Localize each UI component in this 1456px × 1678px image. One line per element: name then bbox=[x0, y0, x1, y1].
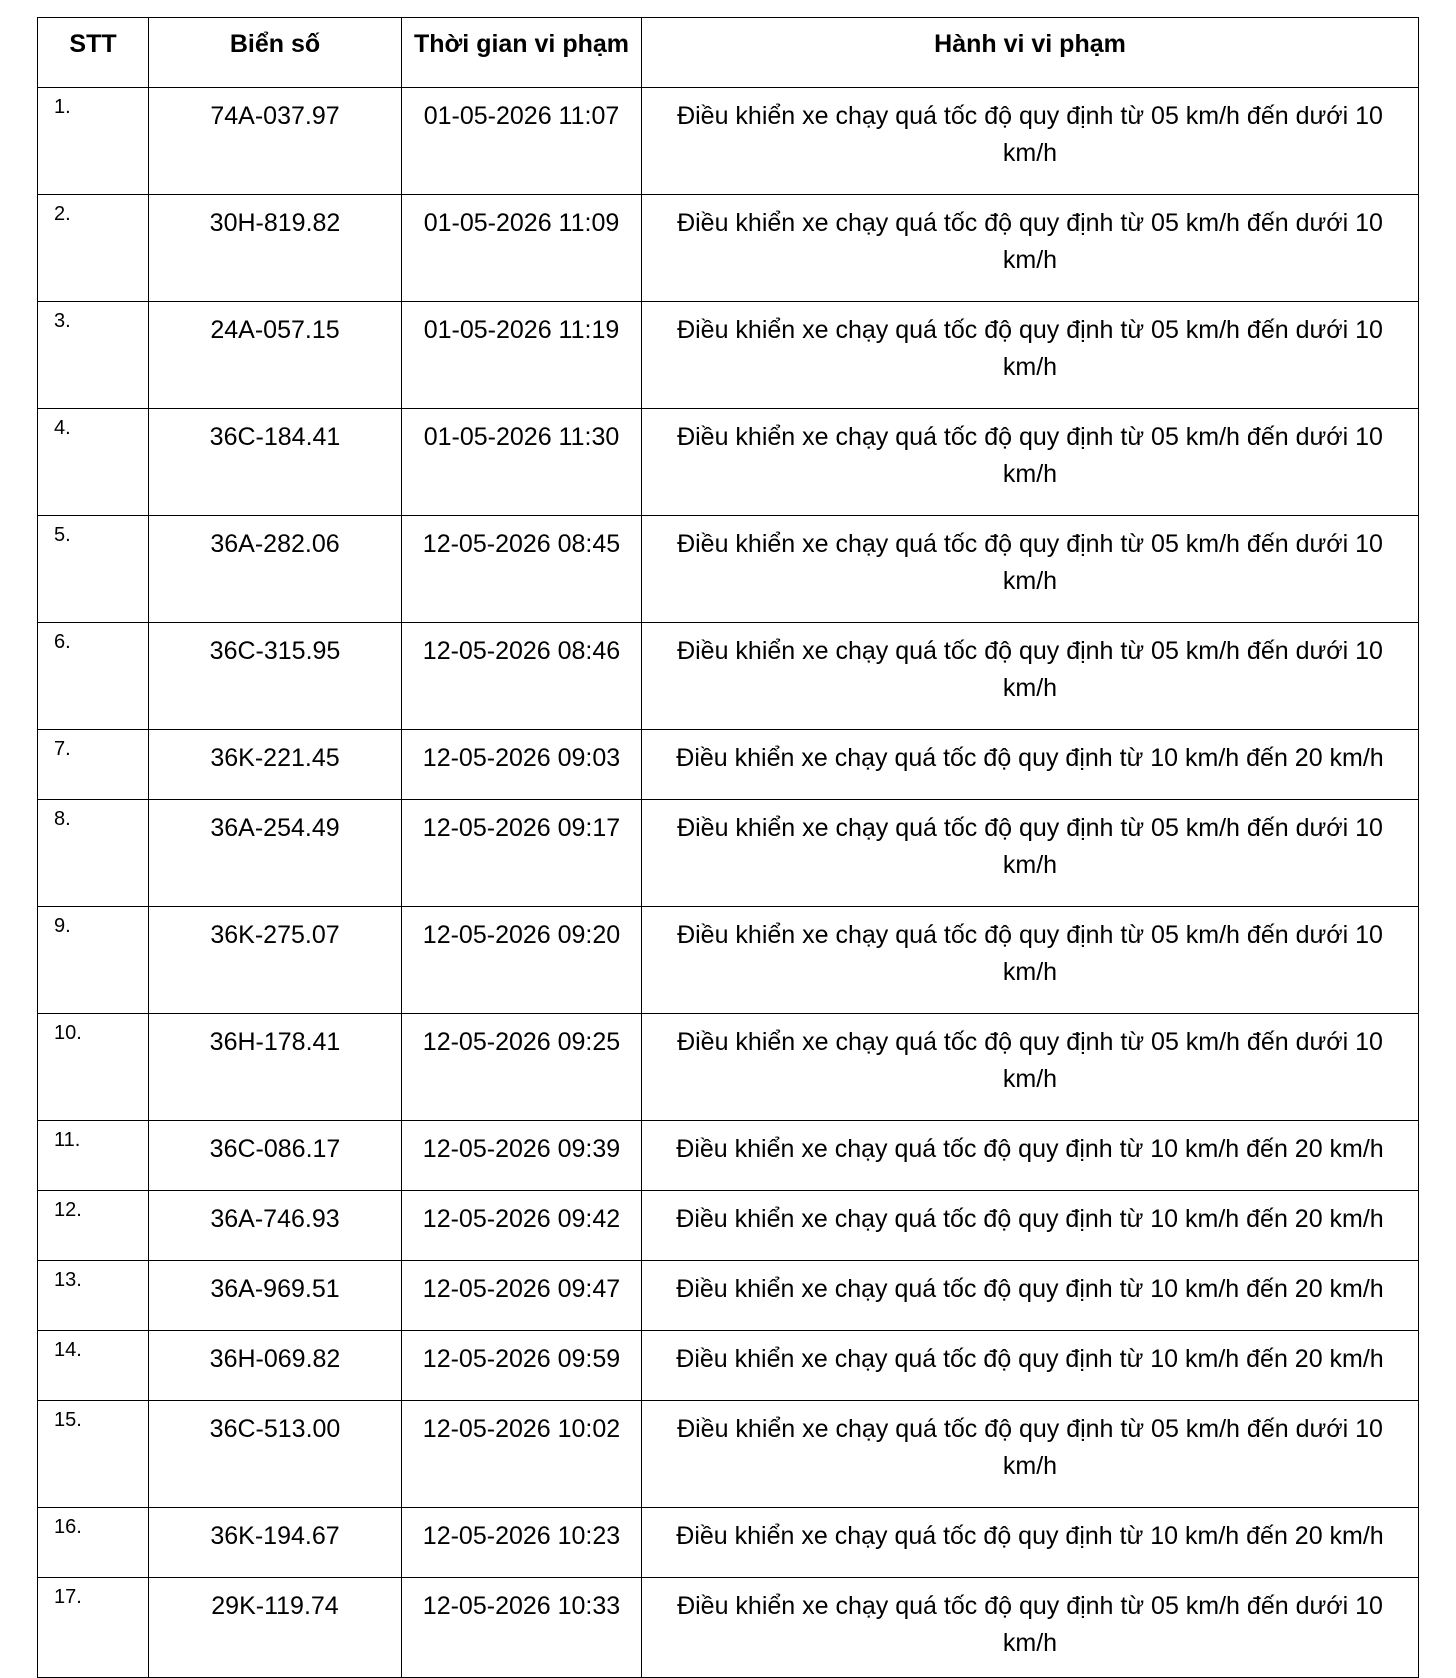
cell-stt: 17. bbox=[38, 1578, 149, 1678]
cell-plate: 36C-184.41 bbox=[149, 409, 402, 516]
cell-plate: 36C-315.95 bbox=[149, 623, 402, 730]
cell-violation: Điều khiển xe chạy quá tốc độ quy định từ 05 km/h đến dưới 10 km/h bbox=[642, 302, 1419, 409]
cell-violation: Điều khiển xe chạy quá tốc độ quy định từ 05 km/h đến dưới 10 km/h bbox=[642, 409, 1419, 516]
cell-plate: 36H-069.82 bbox=[149, 1331, 402, 1401]
table-row bbox=[38, 1508, 1419, 1578]
cell-plate: 36K-275.07 bbox=[149, 907, 402, 1014]
cell-stt: 4. bbox=[38, 409, 149, 516]
cell-stt: 15. bbox=[38, 1401, 149, 1508]
cell-plate: 36C-086.17 bbox=[149, 1121, 402, 1191]
cell-stt: 7. bbox=[38, 730, 149, 800]
table-row bbox=[38, 1401, 1419, 1508]
cell-stt: 1. bbox=[38, 88, 149, 195]
cell-time: 12-05-2026 08:46 bbox=[402, 623, 642, 730]
table-header-row bbox=[38, 18, 1419, 88]
cell-violation: Điều khiển xe chạy quá tốc độ quy định từ 05 km/h đến dưới 10 km/h bbox=[642, 907, 1419, 1014]
cell-time: 12-05-2026 09:17 bbox=[402, 800, 642, 907]
cell-time: 01-05-2026 11:19 bbox=[402, 302, 642, 409]
header-stt: STT bbox=[38, 18, 149, 88]
cell-time: 12-05-2026 09:39 bbox=[402, 1121, 642, 1191]
cell-plate: 36A-282.06 bbox=[149, 516, 402, 623]
cell-stt: 10. bbox=[38, 1014, 149, 1121]
header-violation: Hành vi vi phạm bbox=[642, 18, 1419, 88]
table-row bbox=[38, 907, 1419, 1014]
table-row bbox=[38, 730, 1419, 800]
cell-violation: Điều khiển xe chạy quá tốc độ quy định từ 05 km/h đến dưới 10 km/h bbox=[642, 623, 1419, 730]
table-row bbox=[38, 1191, 1419, 1261]
cell-time: 12-05-2026 10:33 bbox=[402, 1578, 642, 1678]
cell-plate: 36C-513.00 bbox=[149, 1401, 402, 1508]
cell-time: 12-05-2026 09:03 bbox=[402, 730, 642, 800]
table-row bbox=[38, 1014, 1419, 1121]
cell-stt: 6. bbox=[38, 623, 149, 730]
cell-plate: 36A-746.93 bbox=[149, 1191, 402, 1261]
cell-plate: 36A-254.49 bbox=[149, 800, 402, 907]
cell-time: 01-05-2026 11:09 bbox=[402, 195, 642, 302]
table-row bbox=[38, 1121, 1419, 1191]
cell-stt: 5. bbox=[38, 516, 149, 623]
cell-time: 12-05-2026 09:20 bbox=[402, 907, 642, 1014]
table-row bbox=[38, 1261, 1419, 1331]
cell-time: 12-05-2026 09:47 bbox=[402, 1261, 642, 1331]
cell-time: 01-05-2026 11:30 bbox=[402, 409, 642, 516]
table-row bbox=[38, 1331, 1419, 1401]
table-row bbox=[38, 302, 1419, 409]
cell-plate: 24A-057.15 bbox=[149, 302, 402, 409]
cell-stt: 16. bbox=[38, 1508, 149, 1578]
cell-violation: Điều khiển xe chạy quá tốc độ quy định từ 05 km/h đến dưới 10 km/h bbox=[642, 1014, 1419, 1121]
cell-time: 12-05-2026 09:59 bbox=[402, 1331, 642, 1401]
table-row bbox=[38, 516, 1419, 623]
table-row bbox=[38, 195, 1419, 302]
header-time: Thời gian vi phạm bbox=[402, 18, 642, 88]
cell-stt: 14. bbox=[38, 1331, 149, 1401]
cell-plate: 36K-194.67 bbox=[149, 1508, 402, 1578]
cell-plate: 36A-969.51 bbox=[149, 1261, 402, 1331]
cell-violation: Điều khiển xe chạy quá tốc độ quy định từ 05 km/h đến dưới 10 km/h bbox=[642, 1578, 1419, 1678]
cell-time: 12-05-2026 08:45 bbox=[402, 516, 642, 623]
cell-stt: 8. bbox=[38, 800, 149, 907]
cell-stt: 9. bbox=[38, 907, 149, 1014]
cell-plate: 29K-119.74 bbox=[149, 1578, 402, 1678]
table-row bbox=[38, 800, 1419, 907]
cell-violation: Điều khiển xe chạy quá tốc độ quy định từ 10 km/h đến 20 km/h bbox=[642, 1191, 1419, 1261]
table-row bbox=[38, 1578, 1419, 1678]
cell-violation: Điều khiển xe chạy quá tốc độ quy định từ 10 km/h đến 20 km/h bbox=[642, 1508, 1419, 1578]
cell-violation: Điều khiển xe chạy quá tốc độ quy định từ 10 km/h đến 20 km/h bbox=[642, 730, 1419, 800]
header-plate: Biển số bbox=[149, 18, 402, 88]
cell-violation: Điều khiển xe chạy quá tốc độ quy định từ 05 km/h đến dưới 10 km/h bbox=[642, 800, 1419, 907]
cell-plate: 30H-819.82 bbox=[149, 195, 402, 302]
table-row bbox=[38, 409, 1419, 516]
table-row bbox=[38, 88, 1419, 195]
cell-time: 01-05-2026 11:07 bbox=[402, 88, 642, 195]
cell-violation: Điều khiển xe chạy quá tốc độ quy định từ 10 km/h đến 20 km/h bbox=[642, 1331, 1419, 1401]
cell-stt: 2. bbox=[38, 195, 149, 302]
cell-violation: Điều khiển xe chạy quá tốc độ quy định từ 10 km/h đến 20 km/h bbox=[642, 1121, 1419, 1191]
cell-stt: 11. bbox=[38, 1121, 149, 1191]
violations-table bbox=[37, 17, 1419, 1678]
cell-violation: Điều khiển xe chạy quá tốc độ quy định từ 10 km/h đến 20 km/h bbox=[642, 1261, 1419, 1331]
cell-violation: Điều khiển xe chạy quá tốc độ quy định từ 05 km/h đến dưới 10 km/h bbox=[642, 1401, 1419, 1508]
cell-stt: 12. bbox=[38, 1191, 149, 1261]
cell-time: 12-05-2026 10:02 bbox=[402, 1401, 642, 1508]
cell-time: 12-05-2026 09:25 bbox=[402, 1014, 642, 1121]
cell-stt: 13. bbox=[38, 1261, 149, 1331]
cell-time: 12-05-2026 09:42 bbox=[402, 1191, 642, 1261]
cell-stt: 3. bbox=[38, 302, 149, 409]
cell-plate: 74A-037.97 bbox=[149, 88, 402, 195]
violations-document bbox=[37, 17, 1419, 1678]
cell-time: 12-05-2026 10:23 bbox=[402, 1508, 642, 1578]
table-row bbox=[38, 623, 1419, 730]
cell-violation: Điều khiển xe chạy quá tốc độ quy định từ 05 km/h đến dưới 10 km/h bbox=[642, 88, 1419, 195]
cell-plate: 36H-178.41 bbox=[149, 1014, 402, 1121]
cell-violation: Điều khiển xe chạy quá tốc độ quy định từ 05 km/h đến dưới 10 km/h bbox=[642, 195, 1419, 302]
cell-violation: Điều khiển xe chạy quá tốc độ quy định từ 05 km/h đến dưới 10 km/h bbox=[642, 516, 1419, 623]
cell-plate: 36K-221.45 bbox=[149, 730, 402, 800]
